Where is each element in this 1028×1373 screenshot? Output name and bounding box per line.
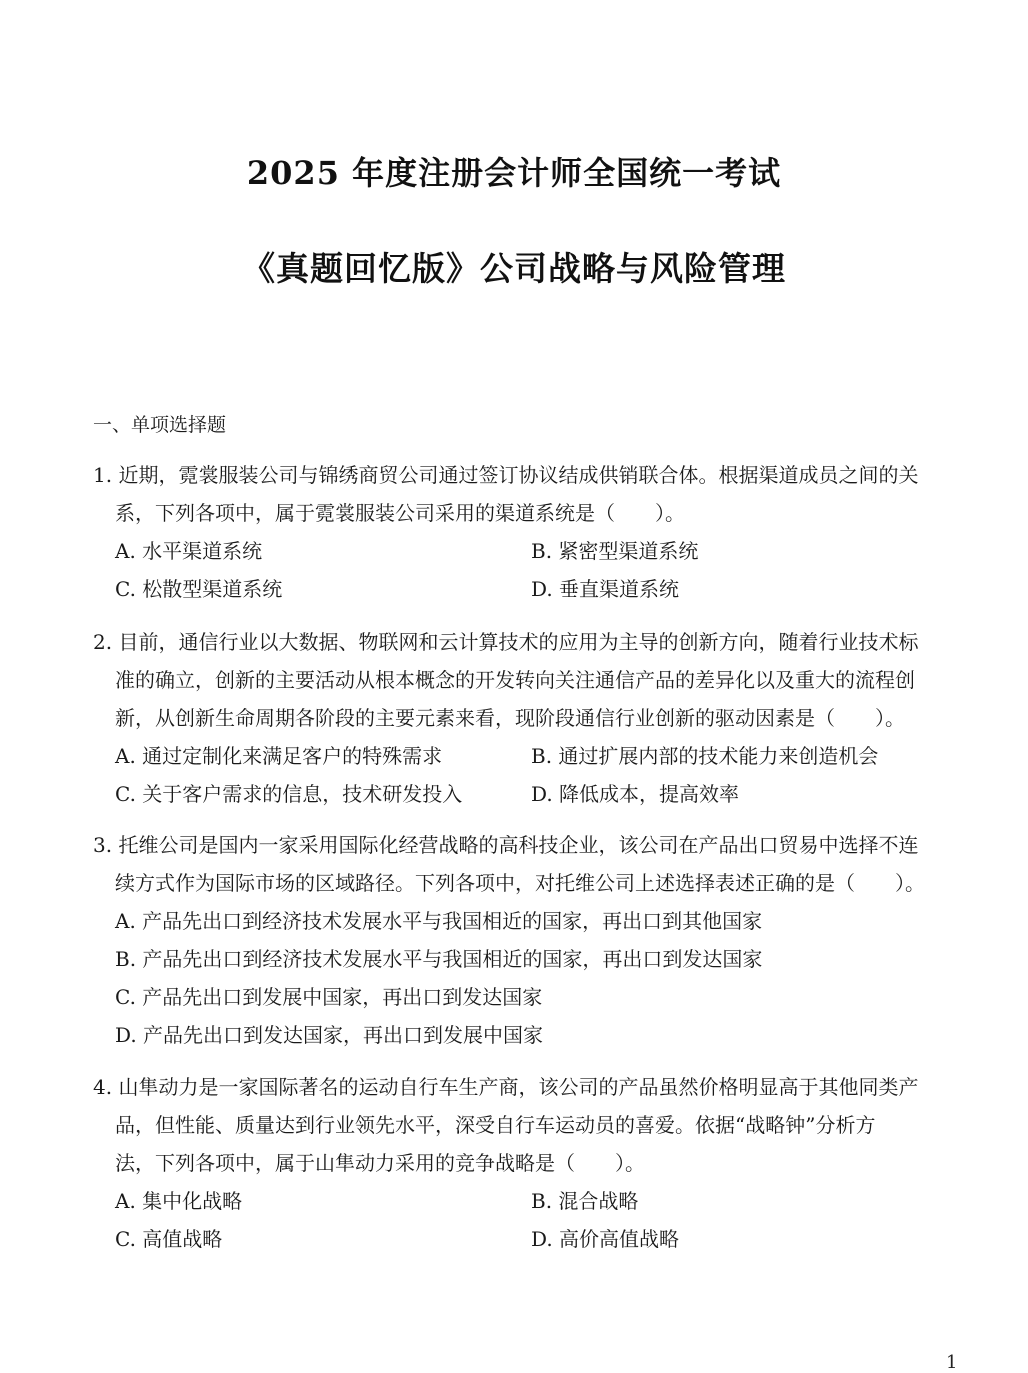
- question-2-options-row-2: [93, 775, 978, 813]
- option-b: B. 混合战略: [531, 1189, 639, 1213]
- question-2: [93, 623, 978, 813]
- question-3: [93, 826, 978, 1054]
- question-1-options-row-1: [93, 532, 978, 570]
- option-c: C. 高值战略: [115, 1227, 223, 1251]
- exam-subtitle: 《真题回忆版》公司战略与风险管理: [242, 249, 786, 288]
- option-d: D. 高价高值战略: [531, 1227, 680, 1251]
- question-1-options-row-2: [93, 570, 978, 608]
- option-c: C. 关于客户需求的信息，技术研发投入: [115, 782, 463, 806]
- page-number: 1: [946, 1352, 958, 1373]
- option-c: C. 产品先出口到发展中国家，再出口到发达国家: [115, 985, 543, 1009]
- question-2-line-3: 新，从创新生命周期各阶段的主要元素来看，现阶段通信行业创新的驱动因素是（ ）。: [115, 706, 905, 730]
- option-c: C. 松散型渠道系统: [115, 577, 283, 601]
- question-4-line-1: 4. 山隼动力是一家国际著名的运动自行车生产商，该公司的产品虽然价格明显高于其他同类产: [93, 1075, 919, 1099]
- question-3-line-1: 3. 托维公司是国内一家采用国际化经营战略的高科技企业，该公司在产品出口贸易中选择不连: [93, 833, 919, 857]
- option-a: A. 通过定制化来满足客户的特殊需求: [115, 744, 443, 768]
- question-1-line-1: 1. 近期，霓裳服装公司与锦绣商贸公司通过签订协议结成供销联合体。根据渠道成员之间的关: [93, 463, 919, 487]
- exam-title: 2025 年度注册会计师全国统一考试: [246, 154, 782, 192]
- option-a: A. 产品先出口到经济技术发展水平与我国相近的国家，再出口到其他国家: [115, 909, 763, 933]
- question-2-options-row-1: [93, 737, 978, 775]
- option-d: D. 产品先出口到发达国家，再出口到发展中国家: [115, 1023, 544, 1047]
- option-b: B. 紧密型渠道系统: [531, 539, 699, 563]
- question-1: [93, 456, 978, 608]
- question-2-line-1: 2. 目前，通信行业以大数据、物联网和云计算技术的应用为主导的创新方向，随着行业技术标: [93, 630, 919, 654]
- option-a: A. 水平渠道系统: [115, 539, 263, 563]
- question-4-options-row-1: [93, 1182, 978, 1220]
- option-b: B. 产品先出口到经济技术发展水平与我国相近的国家，再出口到发达国家: [115, 947, 763, 971]
- option-d: D. 垂直渠道系统: [531, 577, 680, 601]
- question-4: [93, 1068, 978, 1258]
- question-4-line-2: 品，但性能、质量达到行业领先水平，深受自行车运动员的喜爱。依据“战略钟”分析方: [115, 1113, 876, 1137]
- question-3-line-2: 续方式作为国际市场的区域路径。下列各项中，对托维公司上述选择表述正确的是（ ）。: [115, 871, 925, 895]
- question-1-line-2: 系，下列各项中，属于霓裳服装公司采用的渠道系统是（ ）。: [115, 501, 685, 525]
- question-2-line-2: 准的确立，创新的主要活动从根本概念的开发转向关注通信产品的差异化以及重大的流程创: [115, 668, 915, 692]
- question-4-options-row-2: [93, 1220, 978, 1258]
- option-d: D. 降低成本，提高效率: [531, 782, 740, 806]
- option-a: A. 集中化战略: [115, 1189, 243, 1213]
- question-4-line-3: 法，下列各项中，属于山隼动力采用的竞争战略是（ ）。: [115, 1151, 645, 1175]
- option-b: B. 通过扩展内部的技术能力来创造机会: [531, 744, 879, 768]
- section-heading: 一、单项选择题: [93, 414, 227, 436]
